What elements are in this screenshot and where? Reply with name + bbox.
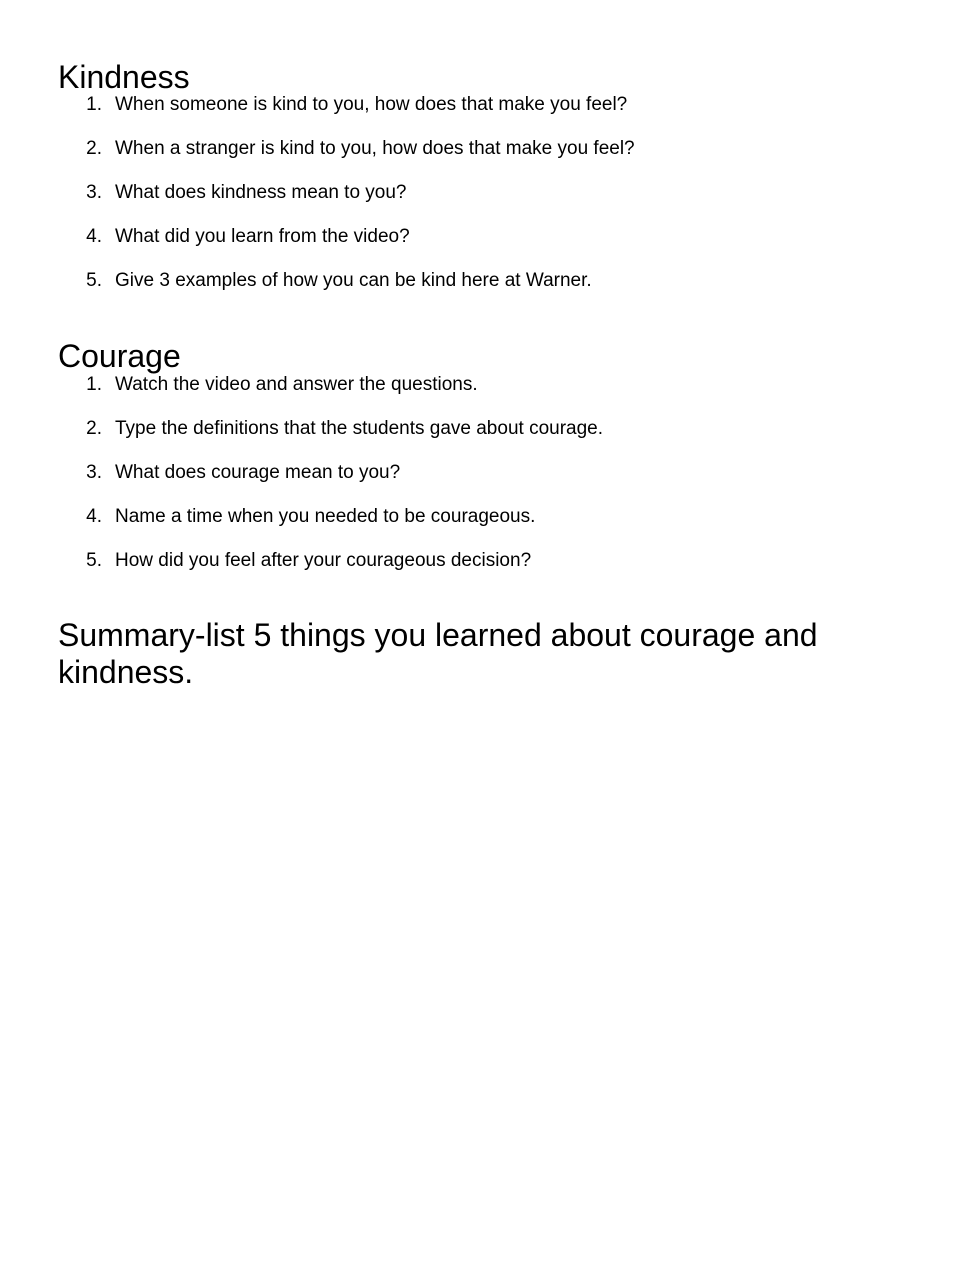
question-text: Type the definitions that the students gave about courage. — [115, 418, 604, 439]
item-number: 3. — [86, 462, 102, 483]
item-number: 1. — [86, 94, 102, 115]
question-text: What does kindness mean to you? — [115, 182, 407, 203]
item-number: 3. — [86, 182, 102, 203]
question-text: When someone is kind to you, how does that make you feel? — [115, 94, 628, 115]
question-text: What does courage mean to you? — [115, 462, 401, 483]
question-text: When a stranger is kind to you, how does that make you feel? — [115, 138, 635, 159]
question-text: Watch the video and answer the questions. — [115, 374, 478, 395]
item-number: 1. — [86, 374, 102, 395]
question-text: How did you feel after your courageous decision? — [115, 550, 532, 571]
question-text: Name a time when you needed to be courageous. — [115, 506, 536, 527]
courage-heading: Courage — [58, 338, 181, 374]
question-text: Give 3 examples of how you can be kind here at Warner. — [115, 270, 592, 291]
summary-heading: Summary-list 5 things you learned about courage and kindness. — [58, 617, 818, 690]
item-number: 5. — [86, 270, 102, 291]
item-number: 4. — [86, 506, 102, 527]
kindness-heading: Kindness — [58, 59, 190, 95]
item-number: 2. — [86, 418, 102, 439]
item-number: 5. — [86, 550, 102, 571]
item-number: 2. — [86, 138, 102, 159]
item-number: 4. — [86, 226, 102, 247]
question-text: What did you learn from the video? — [115, 226, 410, 247]
